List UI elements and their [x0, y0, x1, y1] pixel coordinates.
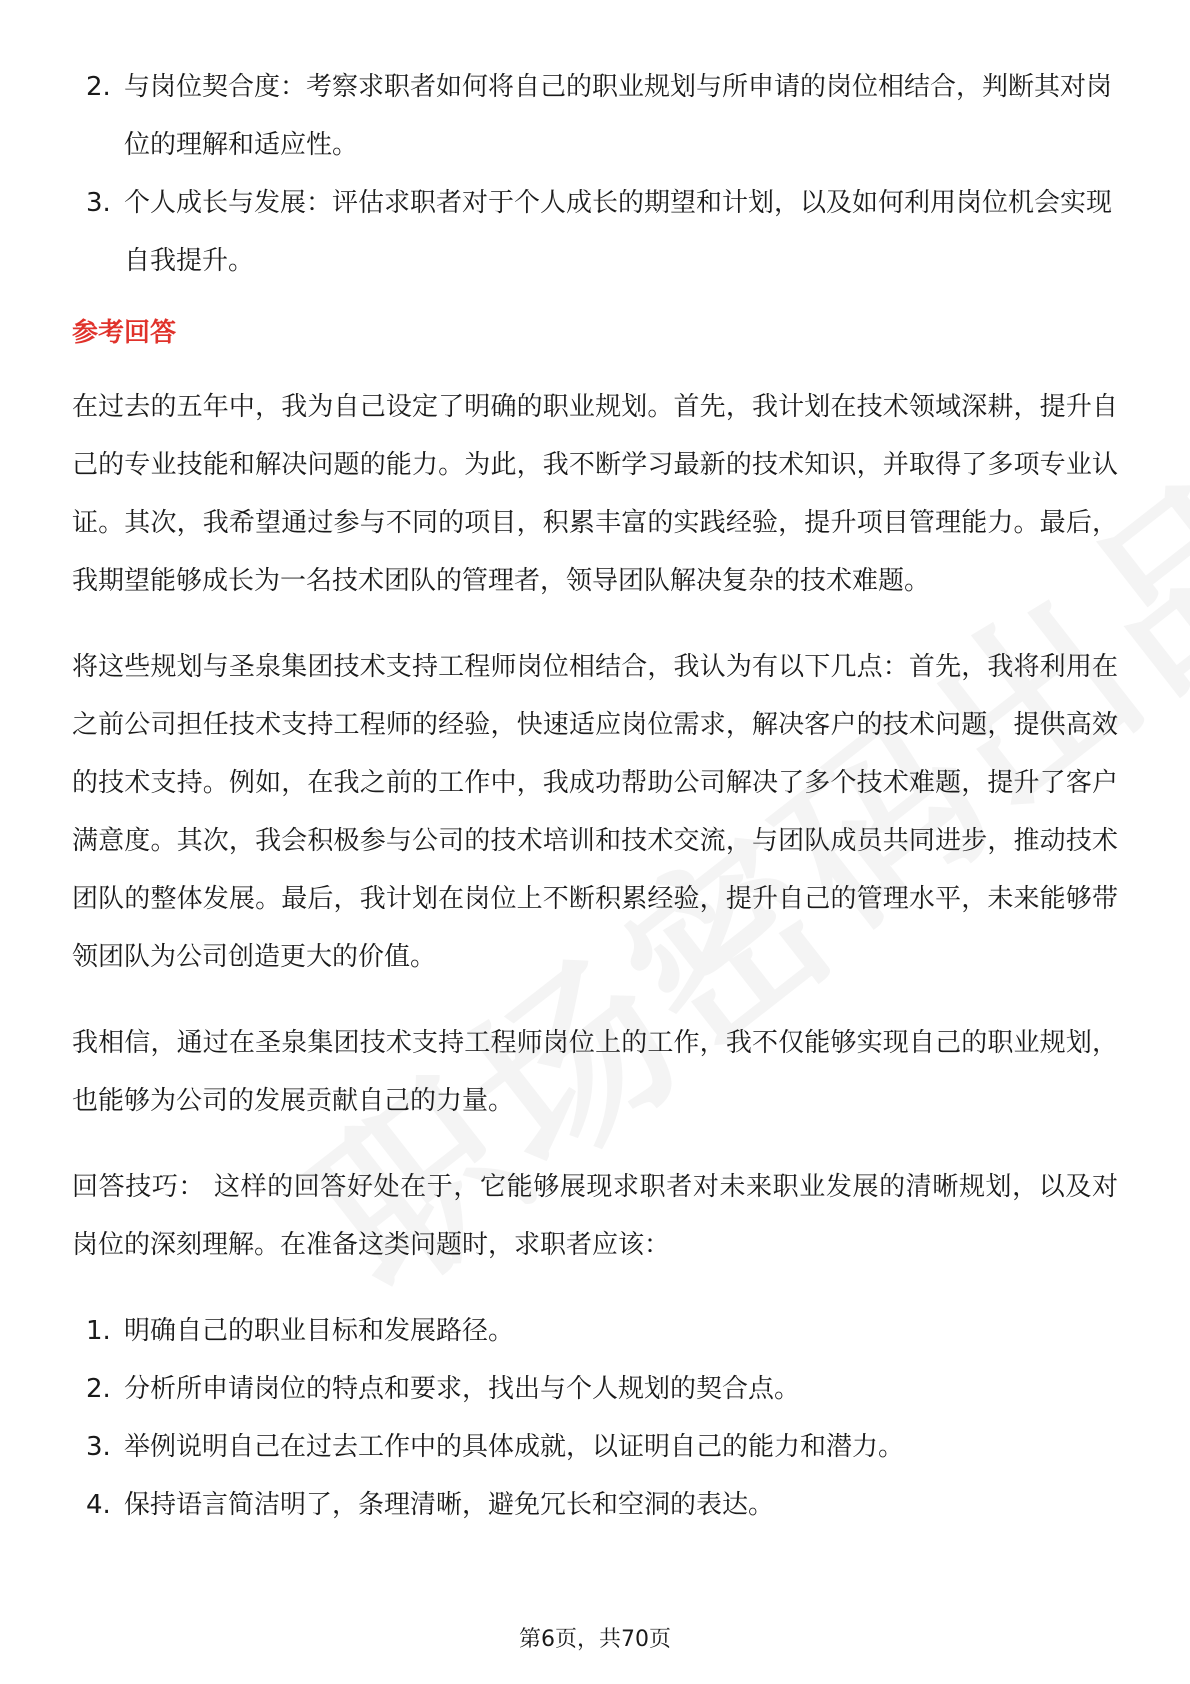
list-item — [72, 174, 1118, 290]
answer-paragraph: 我相信，通过在圣泉集团技术支持工程师岗位上的工作，我不仅能够实现自己的职业规划，也能够为公司的发展贡献自己的力量。 — [72, 1028, 1118, 1116]
list-number: 1. — [86, 1316, 111, 1346]
page-number: 第6页，共70页 — [519, 1627, 671, 1652]
evaluation-criteria-list — [72, 58, 1118, 290]
section-heading: 参考回答 — [72, 318, 177, 348]
list-item-text: 个人成长与发展：评估求职者对于个人成长的期望和计划，以及如何利用岗位机会实现自我提升。 — [124, 188, 1113, 276]
list-item-text: 保持语言简洁明了，条理清晰，避免冗长和空洞的表达。 — [124, 1490, 775, 1520]
list-item — [72, 1302, 1118, 1360]
list-item — [72, 1360, 1118, 1418]
list-number: 2. — [86, 1374, 111, 1404]
list-item — [72, 1476, 1118, 1534]
list-number: 3. — [86, 1432, 111, 1462]
list-item — [72, 1418, 1118, 1476]
list-item-text: 分析所申请岗位的特点和要求，找出与个人规划的契合点。 — [124, 1374, 801, 1404]
answer-paragraph: 在过去的五年中，我为自己设定了明确的职业规划。首先，我计划在技术领域深耕，提升自己的专业技能和解决问题的能力。为此，我不断学习最新的技术知识，并取得了多项专业认证。其次，我希望通过参与不同的项目，积累丰富的实践经验，提升项目管理能力。最后，我期望能够成长为一名技术团队的管理者，领导团队解决复杂的技术难题。 — [72, 392, 1118, 596]
tips-list — [72, 1302, 1118, 1534]
list-item — [72, 58, 1118, 174]
answer-tips: 回答技巧： 这样的回答好处在于，它能够展现求职者对未来职业发展的清晰规划，以及对岗位的深刻理解。在准备这类问题时，求职者应该： — [72, 1172, 1118, 1260]
list-item-text: 举例说明自己在过去工作中的具体成就，以证明自己的能力和潜力。 — [124, 1432, 905, 1462]
answer-paragraph: 将这些规划与圣泉集团技术支持工程师岗位相结合，我认为有以下几点：首先，我将利用在之前公司担任技术支持工程师的经验，快速适应岗位需求，解决客户的技术问题，提供高效的技术支持。例如，在我之前的工作中，我成功帮助公司解决了多个技术难题，提升了客户满意度。其次，我会积极参与公司的技术培训和技术交流，与团队成员共同进步，推动技术团队的整体发展。最后，我计划在岗位上不断积累经验，提升自己的管理水平，未来能够带领团队为公司创造更大的价值。 — [72, 652, 1118, 972]
list-number: 4. — [86, 1490, 111, 1520]
list-number: 2. — [86, 72, 111, 102]
list-item-text: 与岗位契合度：考察求职者如何将自己的职业规划与所申请的岗位相结合，判断其对岗位的理解和适应性。 — [124, 72, 1113, 160]
list-number: 3. — [86, 188, 111, 218]
page-content — [72, 58, 1118, 1534]
list-item-text: 明确自己的职业目标和发展路径。 — [124, 1316, 515, 1346]
